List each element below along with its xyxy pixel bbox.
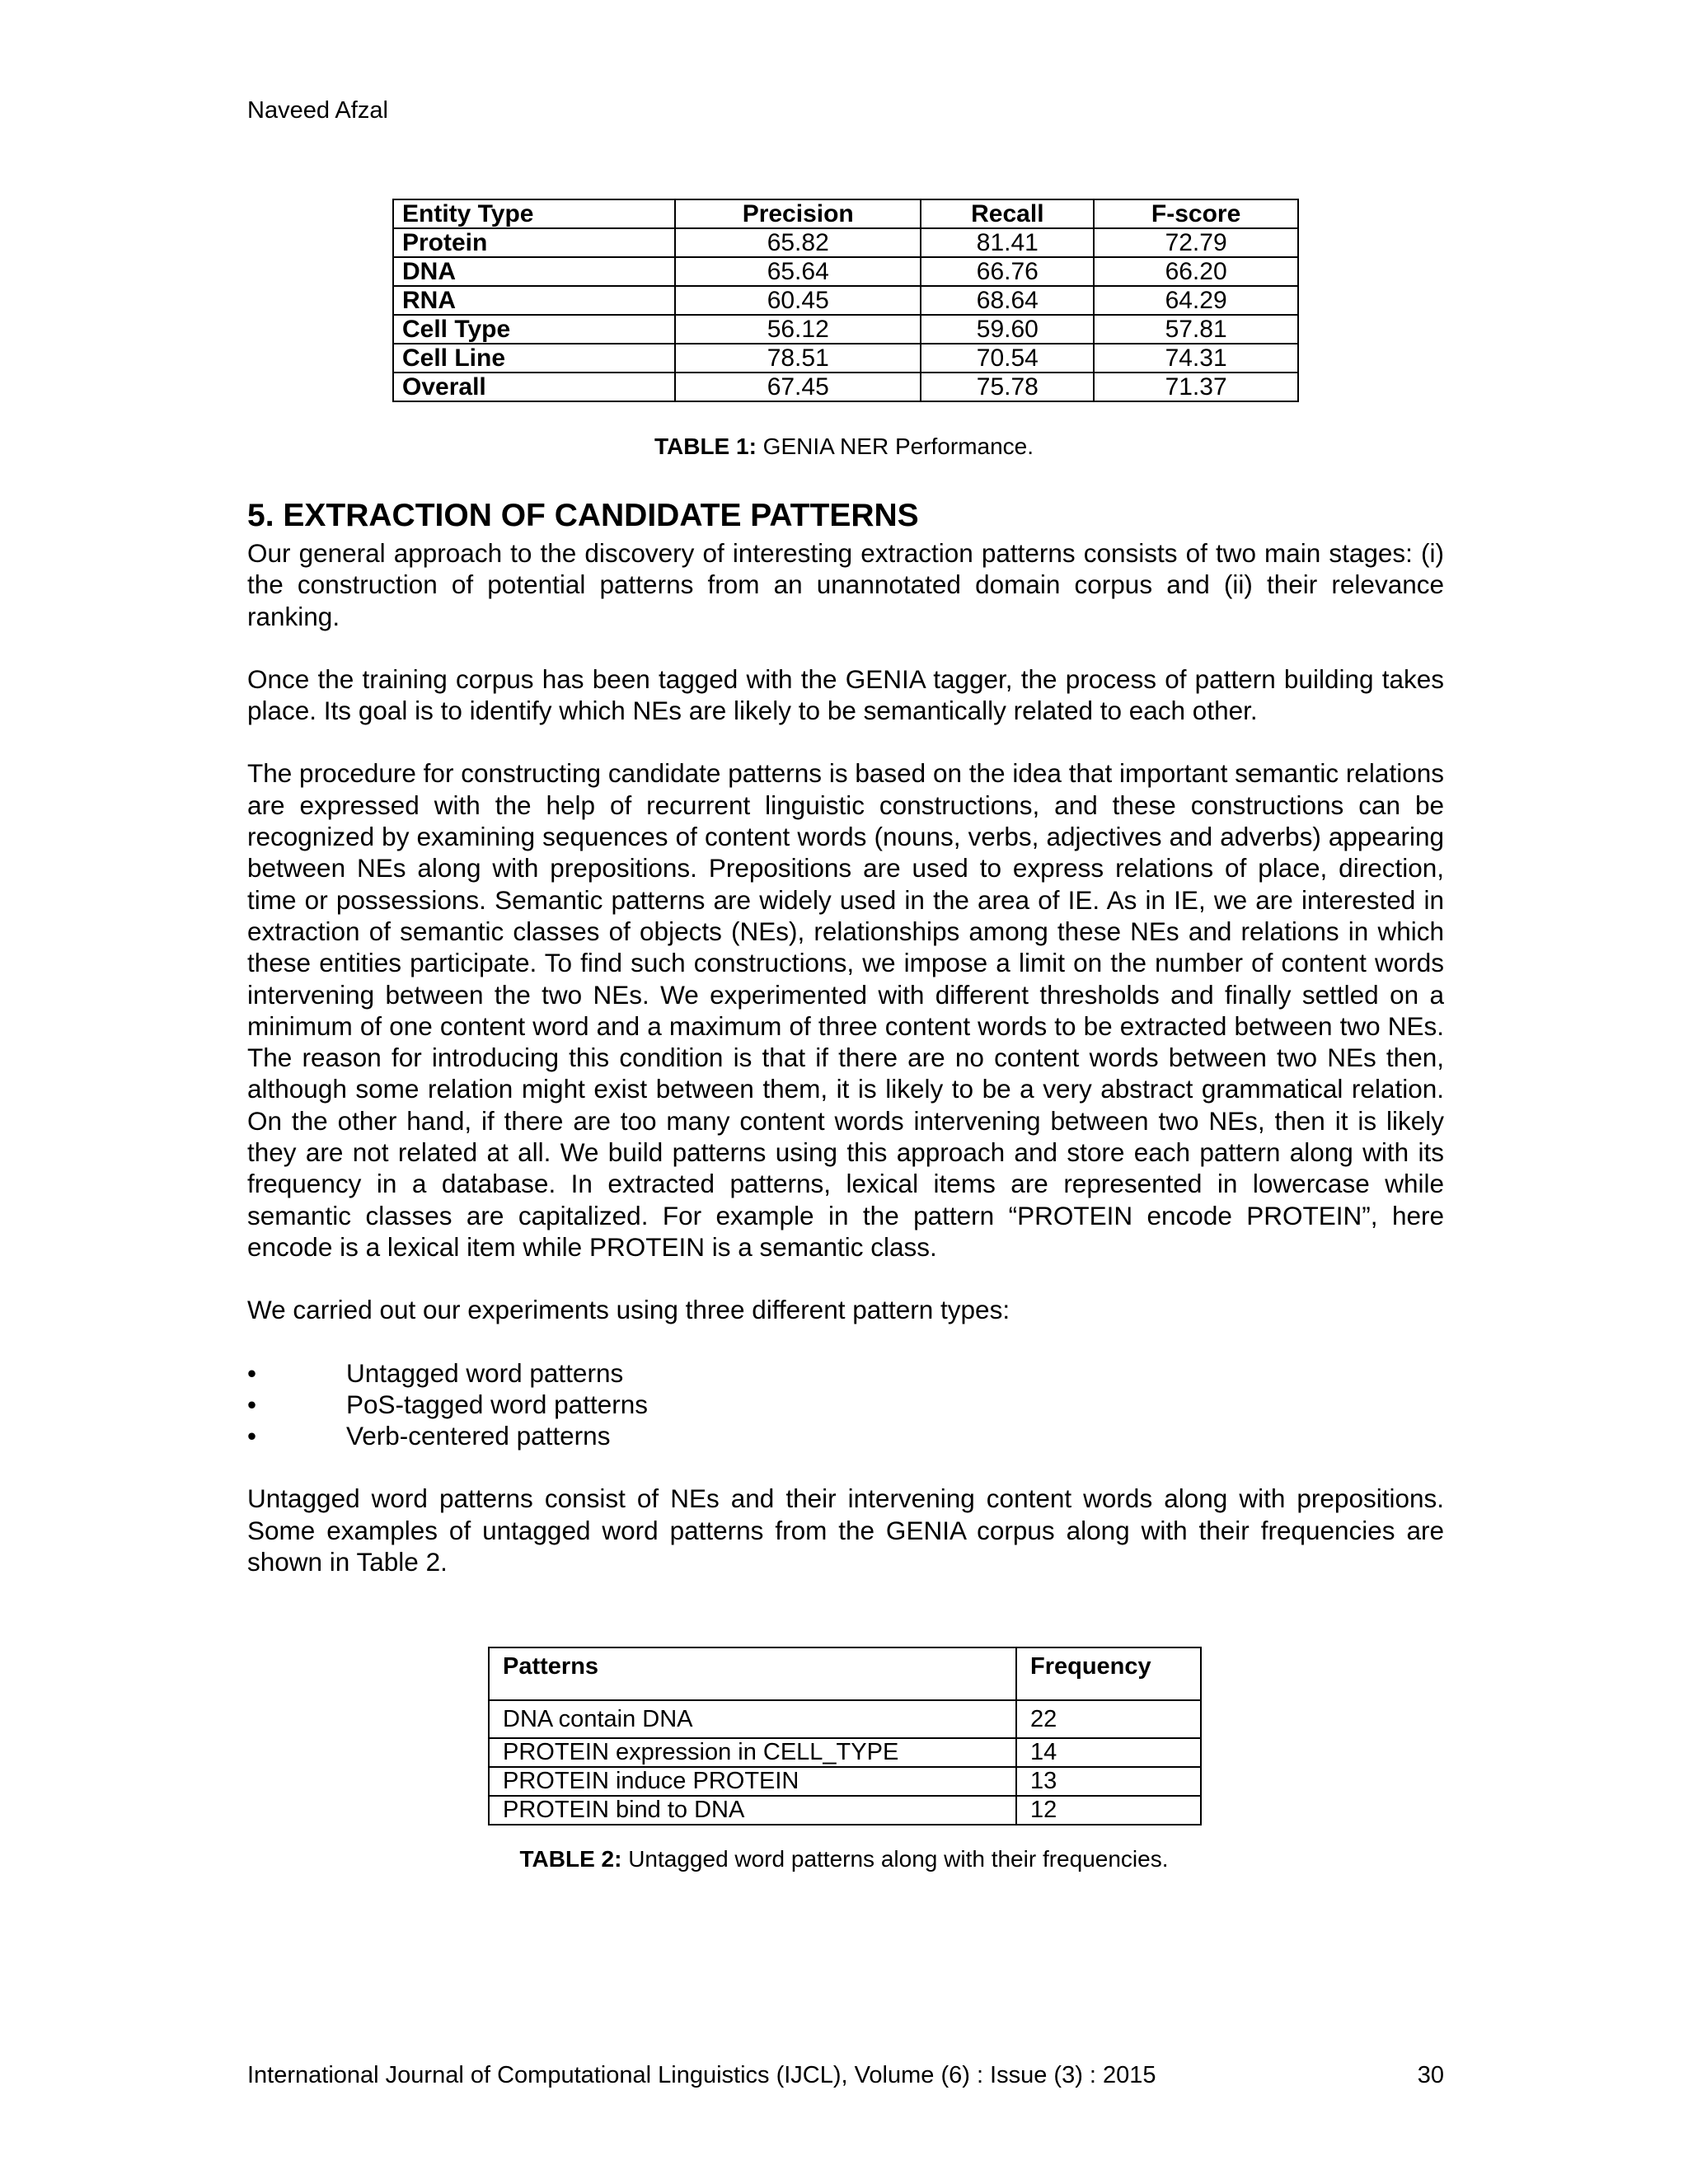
- f-score-cell: 71.37: [1094, 373, 1298, 401]
- caption-label: TABLE 2:: [519, 1846, 622, 1872]
- table-2-caption: [0, 1846, 1688, 1872]
- table-row: [489, 1738, 1201, 1767]
- frequency-cell: 13: [1016, 1767, 1201, 1796]
- entity-type-cell: Overall: [393, 373, 675, 401]
- entity-type-cell: Cell Line: [393, 344, 675, 373]
- bullet-icon: •: [247, 1357, 257, 1388]
- column-header-f-score: F-score: [1094, 199, 1298, 228]
- table-row: [393, 228, 1298, 257]
- frequency-cell: 12: [1016, 1796, 1201, 1825]
- precision-cell: 65.64: [675, 257, 921, 286]
- table-header-row: [489, 1647, 1201, 1700]
- column-header-recall: Recall: [921, 199, 1094, 228]
- caption-text: GENIA NER Performance.: [756, 434, 1034, 459]
- table-row: [393, 257, 1298, 286]
- table-1-caption: [0, 434, 1688, 460]
- list-item-text: PoS-tagged word patterns: [346, 1389, 648, 1419]
- recall-cell: 66.76: [921, 257, 1094, 286]
- list-item: [247, 1420, 1444, 1451]
- table-1-genia-ner-performance: [392, 199, 1299, 402]
- paragraph: The procedure for constructing candidate patterns is based on the idea that important semantic relations are expressed with the help of recurrent linguistic constructions, and these constructions can be recognized by examining sequences of content words (nouns, verbs, adjectives and adverbs) appearing between NEs along with prepositions. Prepositions are used to express relations of place, direction, time or possessions. Semantic patterns are widely used in the area of IE. As in IE, we are interested in extraction of semantic classes of objects (NEs), relationships among these NEs and relations in which these entities participate. To find such constructions, we impose a limit on the number of content words intervening between the two NEs. We experimented with different thresholds and finally settled on a minimum of one content word and a maximum of three content words to be extracted between two NEs. The reason for introducing this condition is that if there are no content words between two NEs then, although some relation might exist between them, it is likely to be a very abstract grammatical relation. On the other hand, if there are too many content words intervening between two NEs, then it is likely they are not related at all. We build patterns using this approach and store each pattern along with its frequency in a database. In extracted patterns, lexical items are represented in lowercase while semantic classes are capitalized. For example in the pattern “PROTEIN encode PROTEIN”, here encode is a lexical item while PROTEIN is a semantic class.: [247, 758, 1444, 1262]
- table-row: [489, 1796, 1201, 1825]
- precision-cell: 65.82: [675, 228, 921, 257]
- running-header-author: Naveed Afzal: [247, 97, 388, 124]
- footer-journal-citation: International Journal of Computational Linguistics (IJCL), Volume (6) : Issue (3) : 2015: [247, 2062, 1156, 2088]
- entity-type-cell: Cell Type: [393, 315, 675, 344]
- f-score-cell: 64.29: [1094, 286, 1298, 315]
- page-number: 30: [1417, 2062, 1444, 2088]
- frequency-cell: 22: [1016, 1700, 1201, 1738]
- precision-cell: 60.45: [675, 286, 921, 315]
- table-row: [393, 373, 1298, 401]
- column-header-frequency: Frequency: [1016, 1647, 1201, 1700]
- precision-cell: 67.45: [675, 373, 921, 401]
- paragraph: Untagged word patterns consist of NEs and their intervening content words along with prepositions. Some examples of untagged word patterns from the GENIA corpus along with their frequencies are shown in Table 2.: [247, 1483, 1444, 1577]
- table-row: [489, 1700, 1201, 1738]
- table-row: [489, 1767, 1201, 1796]
- pattern-cell: PROTEIN bind to DNA: [489, 1796, 1016, 1825]
- f-score-cell: 74.31: [1094, 344, 1298, 373]
- list-item: [247, 1357, 1444, 1389]
- pattern-cell: PROTEIN expression in CELL_TYPE: [489, 1738, 1016, 1767]
- f-score-cell: 66.20: [1094, 257, 1298, 286]
- pattern-types-list: [247, 1357, 1444, 1452]
- recall-cell: 59.60: [921, 315, 1094, 344]
- paragraph: Our general approach to the discovery of interesting extraction patterns consists of two main stages: (i) the construction of potential patterns from an unannotated domain corpus and (ii) their relevance ranking.: [247, 538, 1444, 631]
- entity-type-cell: DNA: [393, 257, 675, 286]
- column-header-precision: Precision: [675, 199, 921, 228]
- recall-cell: 68.64: [921, 286, 1094, 315]
- table-2-untagged-word-patterns: [488, 1647, 1202, 1825]
- list-item-text: Verb-centered patterns: [346, 1421, 611, 1451]
- section-heading: 5. EXTRACTION OF CANDIDATE PATTERNS: [247, 498, 919, 533]
- table-row: [393, 344, 1298, 373]
- recall-cell: 81.41: [921, 228, 1094, 257]
- table-row: [393, 286, 1298, 315]
- pattern-cell: PROTEIN induce PROTEIN: [489, 1767, 1016, 1796]
- entity-type-cell: RNA: [393, 286, 675, 315]
- table-header-row: [393, 199, 1298, 228]
- caption-label: TABLE 1:: [654, 434, 757, 459]
- caption-text: Untagged word patterns along with their frequencies.: [621, 1846, 1169, 1872]
- column-header-entity-type: Entity Type: [393, 199, 675, 228]
- section-body: [247, 537, 1444, 1609]
- paragraph: Once the training corpus has been tagged with the GENIA tagger, the process of pattern building takes place. Its goal is to identify which NEs are likely to be semantically related to each other.: [247, 663, 1444, 726]
- pattern-cell: DNA contain DNA: [489, 1700, 1016, 1738]
- list-item: [247, 1389, 1444, 1420]
- precision-cell: 78.51: [675, 344, 921, 373]
- bullet-icon: •: [247, 1421, 257, 1451]
- paragraph: We carried out our experiments using three different pattern types:: [247, 1295, 1010, 1325]
- bullet-icon: •: [247, 1389, 257, 1419]
- table-row: [393, 315, 1298, 344]
- f-score-cell: 72.79: [1094, 228, 1298, 257]
- f-score-cell: 57.81: [1094, 315, 1298, 344]
- precision-cell: 56.12: [675, 315, 921, 344]
- frequency-cell: 14: [1016, 1738, 1201, 1767]
- column-header-patterns: Patterns: [489, 1647, 1016, 1700]
- entity-type-cell: Protein: [393, 228, 675, 257]
- recall-cell: 75.78: [921, 373, 1094, 401]
- recall-cell: 70.54: [921, 344, 1094, 373]
- list-item-text: Untagged word patterns: [346, 1357, 624, 1388]
